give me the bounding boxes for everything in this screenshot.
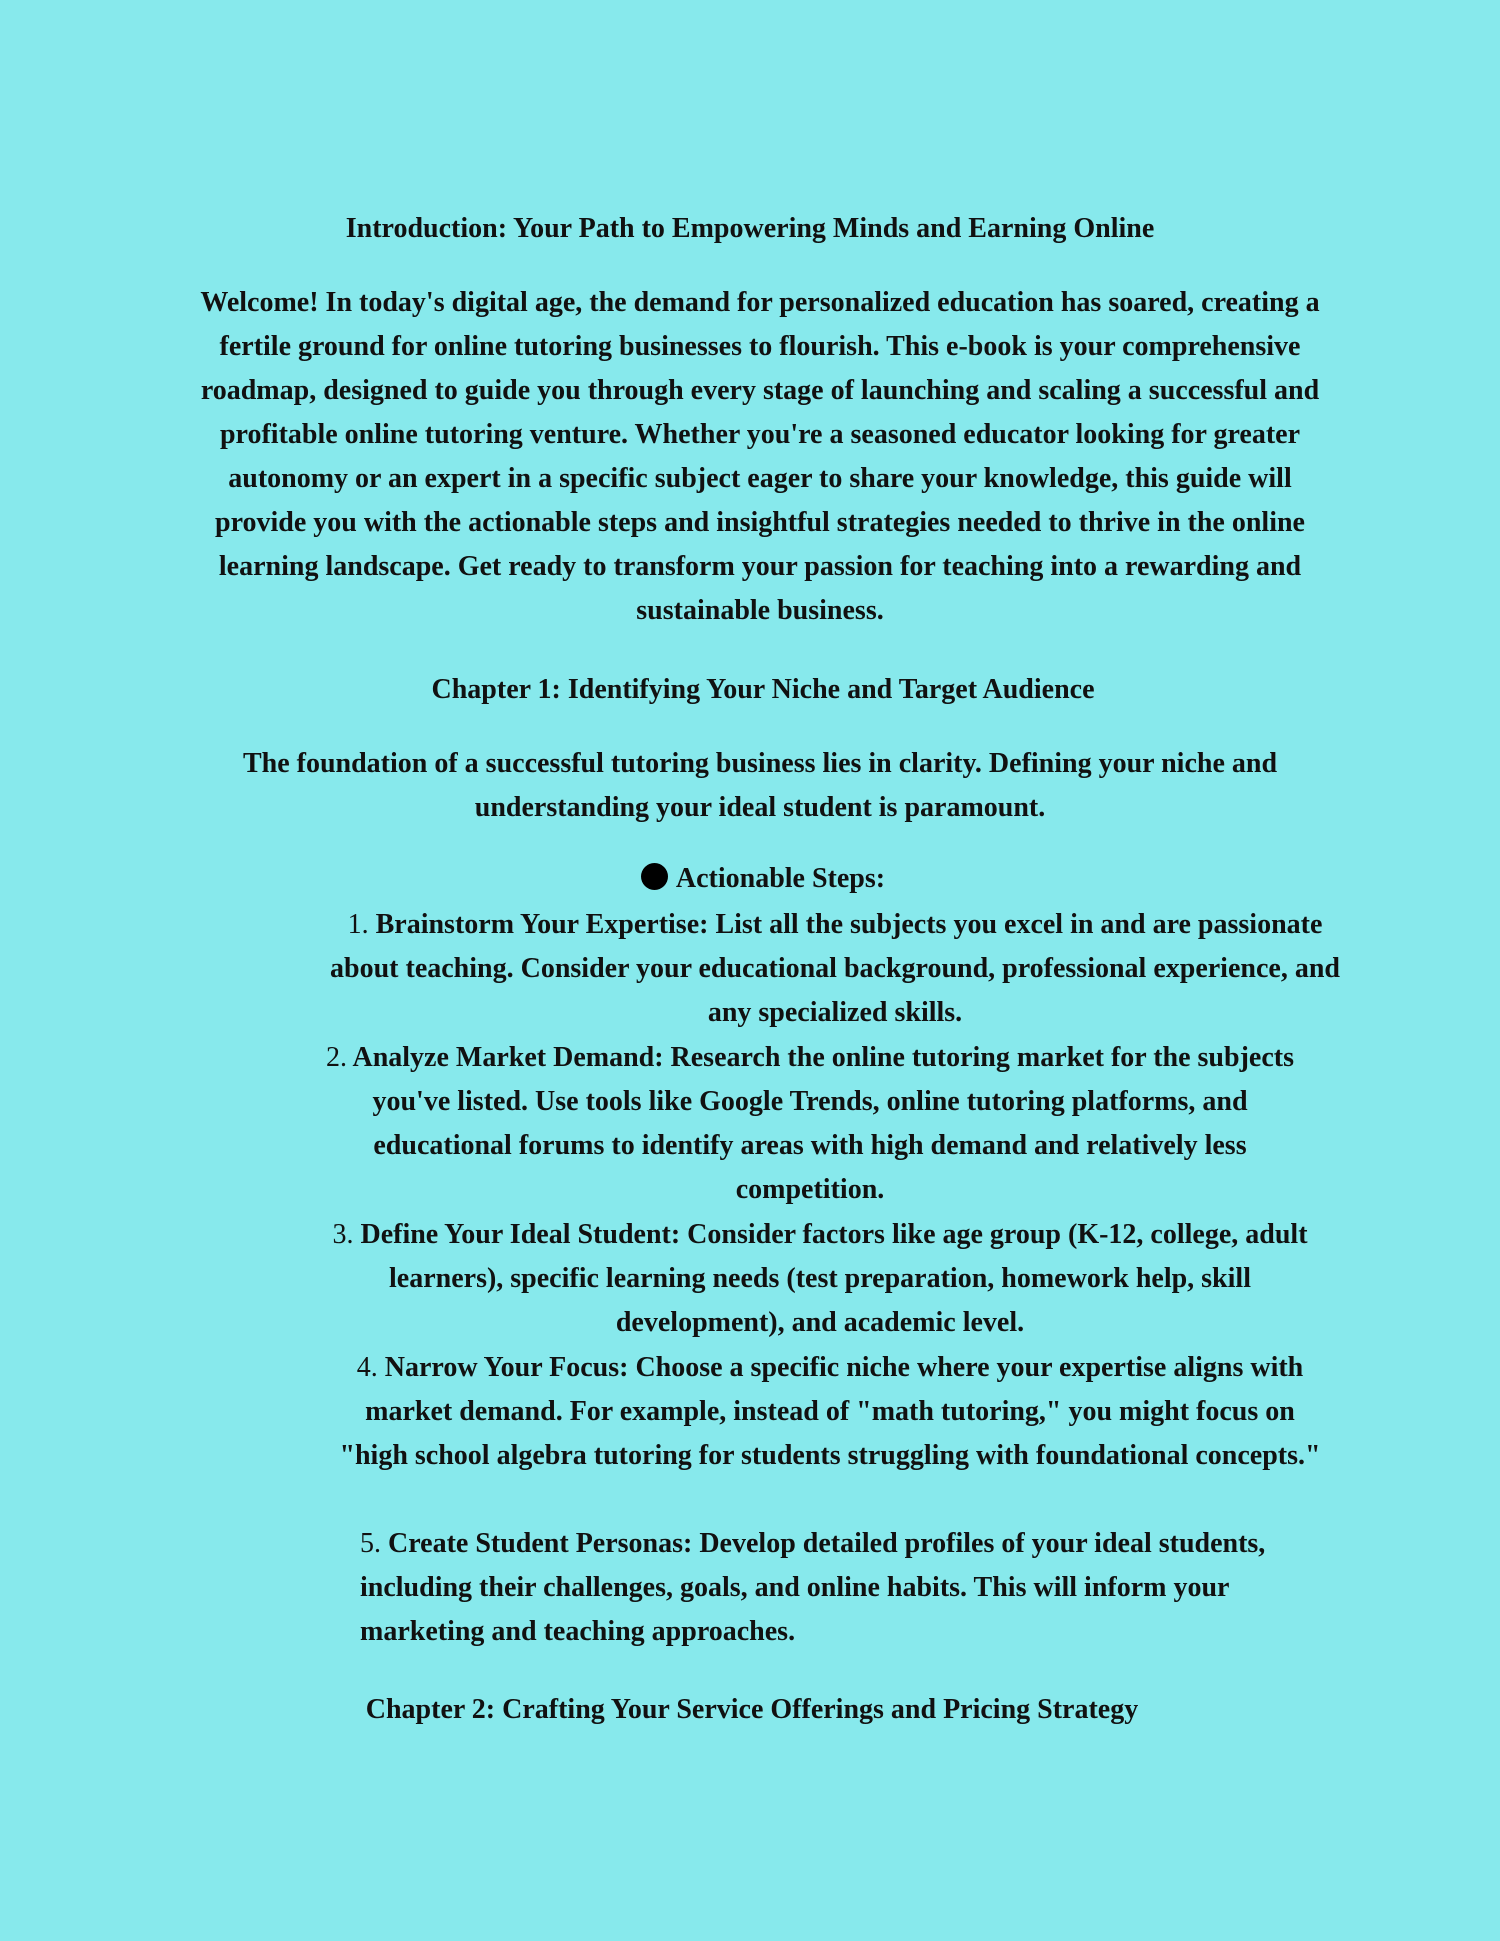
list-item-number: 1. [347,909,369,940]
chapter2-heading: Chapter 2: Crafting Your Service Offerings and Pricing Strategy [365,1694,1139,1725]
bullet-icon [641,863,668,890]
list-item-5 [360,1522,1280,1654]
list-item-2 [320,1036,1300,1212]
chapter1-paragraph: The foundation of a successful tutoring business lies in clarity. Defining your niche and understanding your ideal student is paramount. [242,748,1278,823]
list-item-text: Create Student Personas: Develop detailed profiles of your ideal students, including their challenges, goals, and online habits. This will inform your marketing and teaching approaches. [360,1528,1266,1647]
list-item-text: Narrow Your Focus: Choose a specific niche where your expertise aligns with market demand. For example, instead of "math tutoring," you might focus on "high school algebra tutoring for students struggling with foundational concepts." [339,1352,1321,1471]
list-item-number: 4. [356,1352,378,1383]
list-item-number: 5. [360,1528,381,1559]
list-item-number: 3. [332,1219,354,1250]
list-item-text: Define Your Ideal Student: Consider factors like age group (K-12, college, adult learners), specific learning needs (test preparation, homework help, skill development), and academic level. [360,1219,1308,1338]
actionable-steps-label: Actionable Steps: [675,863,886,894]
list-item-text: Brainstorm Your Expertise: List all the subjects you excel in and are passionate about teaching. Consider your educational background, professional experience, and any specialized skills. [330,909,1340,1028]
actionable-steps-heading [13,857,1500,901]
intro-heading: Introduction: Your Path to Empowering Minds and Earning Online [345,213,1155,244]
list-item-number: 2. [326,1042,348,1073]
list-item-4 [335,1346,1325,1478]
chapter1-heading: Chapter 1: Identifying Your Niche and Target Audience [431,674,1095,705]
list-item-text: Analyze Market Demand: Research the online tutoring market for the subjects you've listed. Use tools like Google Trends, online tutoring platforms, and educational forums to identify areas with high demand and relatively less competition. [352,1042,1294,1205]
list-item-3 [320,1213,1320,1345]
list-item-1 [325,903,1345,1035]
intro-paragraph: Welcome! In today's digital age, the demand for personalized education has soared, creating a fertile ground for online tutoring businesses to flourish. This e-book is your comprehensive roadmap, designed to guide you through every stage of launching and scaling a successful and profitable online tutoring venture. Whether you're a seasoned educator looking for greater autonomy or an expert in a specific subject eager to share your knowledge, this guide will provide you with the actionable steps and insightful strategies needed to thrive in the online learning landscape. Get ready to transform your passion for teaching into a rewarding and sustainable business. [200,287,1320,626]
